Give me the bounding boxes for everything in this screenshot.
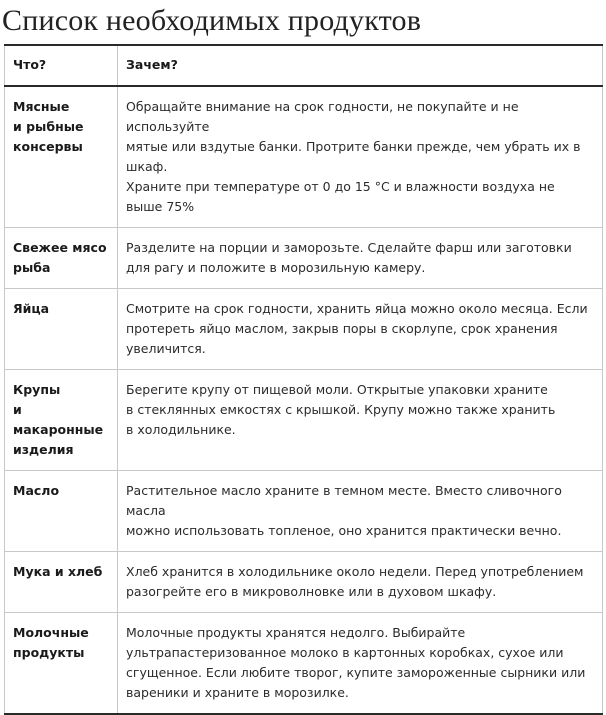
product-advice: Растительное масло храните в темном месте. Вместо сливочного масла можно использовать топленое, оно хранится практически вечно. [118,471,603,552]
product-advice: Берегите крупу от пищевой моли. Открытые упаковки храните в стеклянных емкостях с крышкой. Крупу можно также хранить в холодильнике. [118,370,603,471]
product-advice: Смотрите на срок годности, хранить яйца можно около месяца. Если протереть яйцо маслом, закрыв поры в скорлупе, срок хранения увеличится. [118,289,603,370]
table-row [5,86,603,228]
table-row [5,552,603,613]
product-name: Свежее мясо рыба [5,228,118,289]
column-header-why: Зачем? [118,45,603,86]
product-advice: Молочные продукты хранятся недолго. Выбирайте ультрапастеризованное молоко в картонных коробках, сухое или сгущенное. Если любите творог, купите замороженные сырники или вареники и храните в морозилке. [118,613,603,715]
table-row [5,228,603,289]
product-name: Яйца [5,289,118,370]
table-row [5,289,603,370]
table-row [5,613,603,715]
page-title: Список необходимых продуктов [2,4,422,37]
products-table [4,44,603,715]
product-name: Крупы и макаронные изделия [5,370,118,471]
product-name: Масло [5,471,118,552]
table-header-row [5,45,603,86]
table-row [5,370,603,471]
product-advice: Обращайте внимание на срок годности, не покупайте и не используйте мятые или вздутые банки. Протрите банки прежде, чем убрать их в шкаф. Храните при температуре от 0 до 15 °С и влажности воздуха не выше 75% [118,86,603,228]
product-name: Мука и хлеб [5,552,118,613]
product-name: Мясные и рыбные консервы [5,86,118,228]
column-header-what: Что? [5,45,118,86]
product-advice: Хлеб хранится в холодильнике около недели. Перед употреблением разогрейте его в микроволновке или в духовом шкафу. [118,552,603,613]
product-advice: Разделите на порции и заморозьте. Сделайте фарш или заготовки для рагу и положите в морозильную камеру. [118,228,603,289]
product-name: Молочные продукты [5,613,118,715]
table-row [5,471,603,552]
